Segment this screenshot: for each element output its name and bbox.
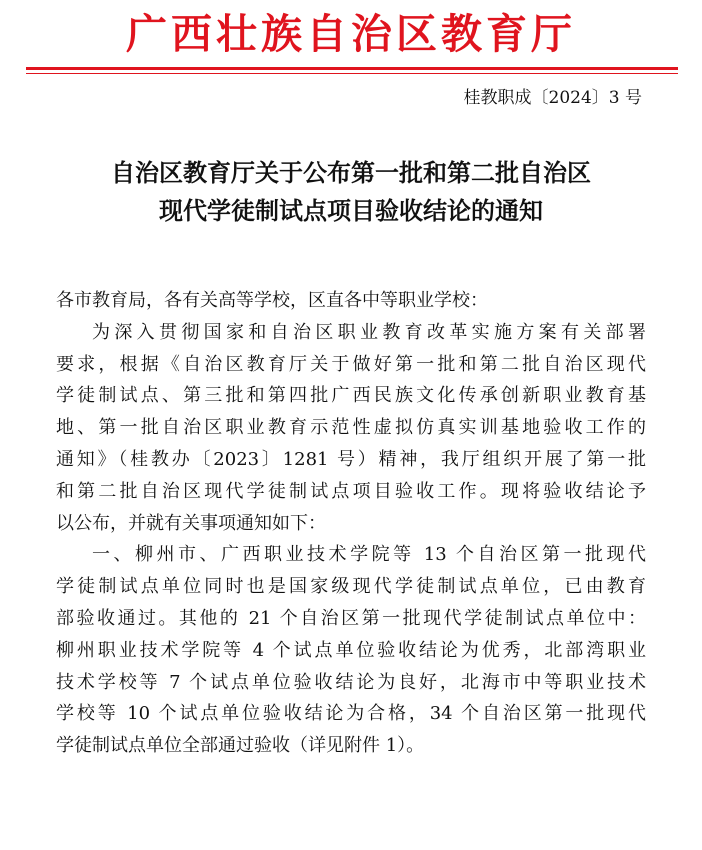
body-line: 为深入贯彻国家和自治区职业教育改革实施方案有关部署 <box>92 321 646 343</box>
title-line-2: 现代学徒制试点项目验收结论的通知 <box>159 197 543 225</box>
body-line: 和第二批自治区现代学徒制试点项目验收工作。现将验收结论予 <box>56 480 646 502</box>
document-title <box>0 154 702 230</box>
body-line: 地、第一批自治区职业教育示范性虚拟仿真实训基地验收工作的 <box>56 417 646 439</box>
masthead-rule-thin <box>26 73 678 74</box>
body-line: 学徒制试点单位同时也是国家级现代学徒制试点单位，已由教育 <box>56 576 646 598</box>
body-line: 以公布，并就有关事项通知如下： <box>56 512 326 534</box>
title-line-1: 自治区教育厅关于公布第一批和第二批自治区 <box>111 159 591 187</box>
body-line: 柳州职业技术学院等 4 个试点单位验收结论为优秀，北部湾职业 <box>56 639 646 661</box>
agency-masthead: 广西壮族自治区教育厅 <box>126 10 576 58</box>
body-line: 技术学校等 7 个试点单位验收结论为良好，北海市中等职业技术 <box>56 671 646 693</box>
body-line: 部验收通过。其他的 21 个自治区第一批现代学徒制试点单位中： <box>56 607 646 629</box>
body-line: 学徒制试点、第三批和第四批广西民族文化传承创新职业教育基 <box>56 385 646 407</box>
body-line: 通知》（桂教办〔2023〕1281 号）精神，我厅组织开展了第一批 <box>56 448 646 470</box>
body-line: 要求，根据《自治区教育厅关于做好第一批和第二批自治区现代 <box>56 353 646 375</box>
body-line: 学徒制试点单位全部通过验收（详见附件 1）。 <box>56 735 425 757</box>
salutation: 各市教育局，各有关高等学校，区直各中等职业学校： <box>56 290 488 311</box>
body-line: 学校等 10 个试点单位验收结论为合格，34 个自治区第一批现代 <box>56 703 646 725</box>
masthead-rule-thick <box>26 67 678 70</box>
document-number: 桂教职成〔2024〕3 号 <box>463 88 642 108</box>
document-body <box>56 285 646 762</box>
body-line: 一、柳州市、广西职业技术学院等 13 个自治区第一批现代 <box>92 544 646 566</box>
